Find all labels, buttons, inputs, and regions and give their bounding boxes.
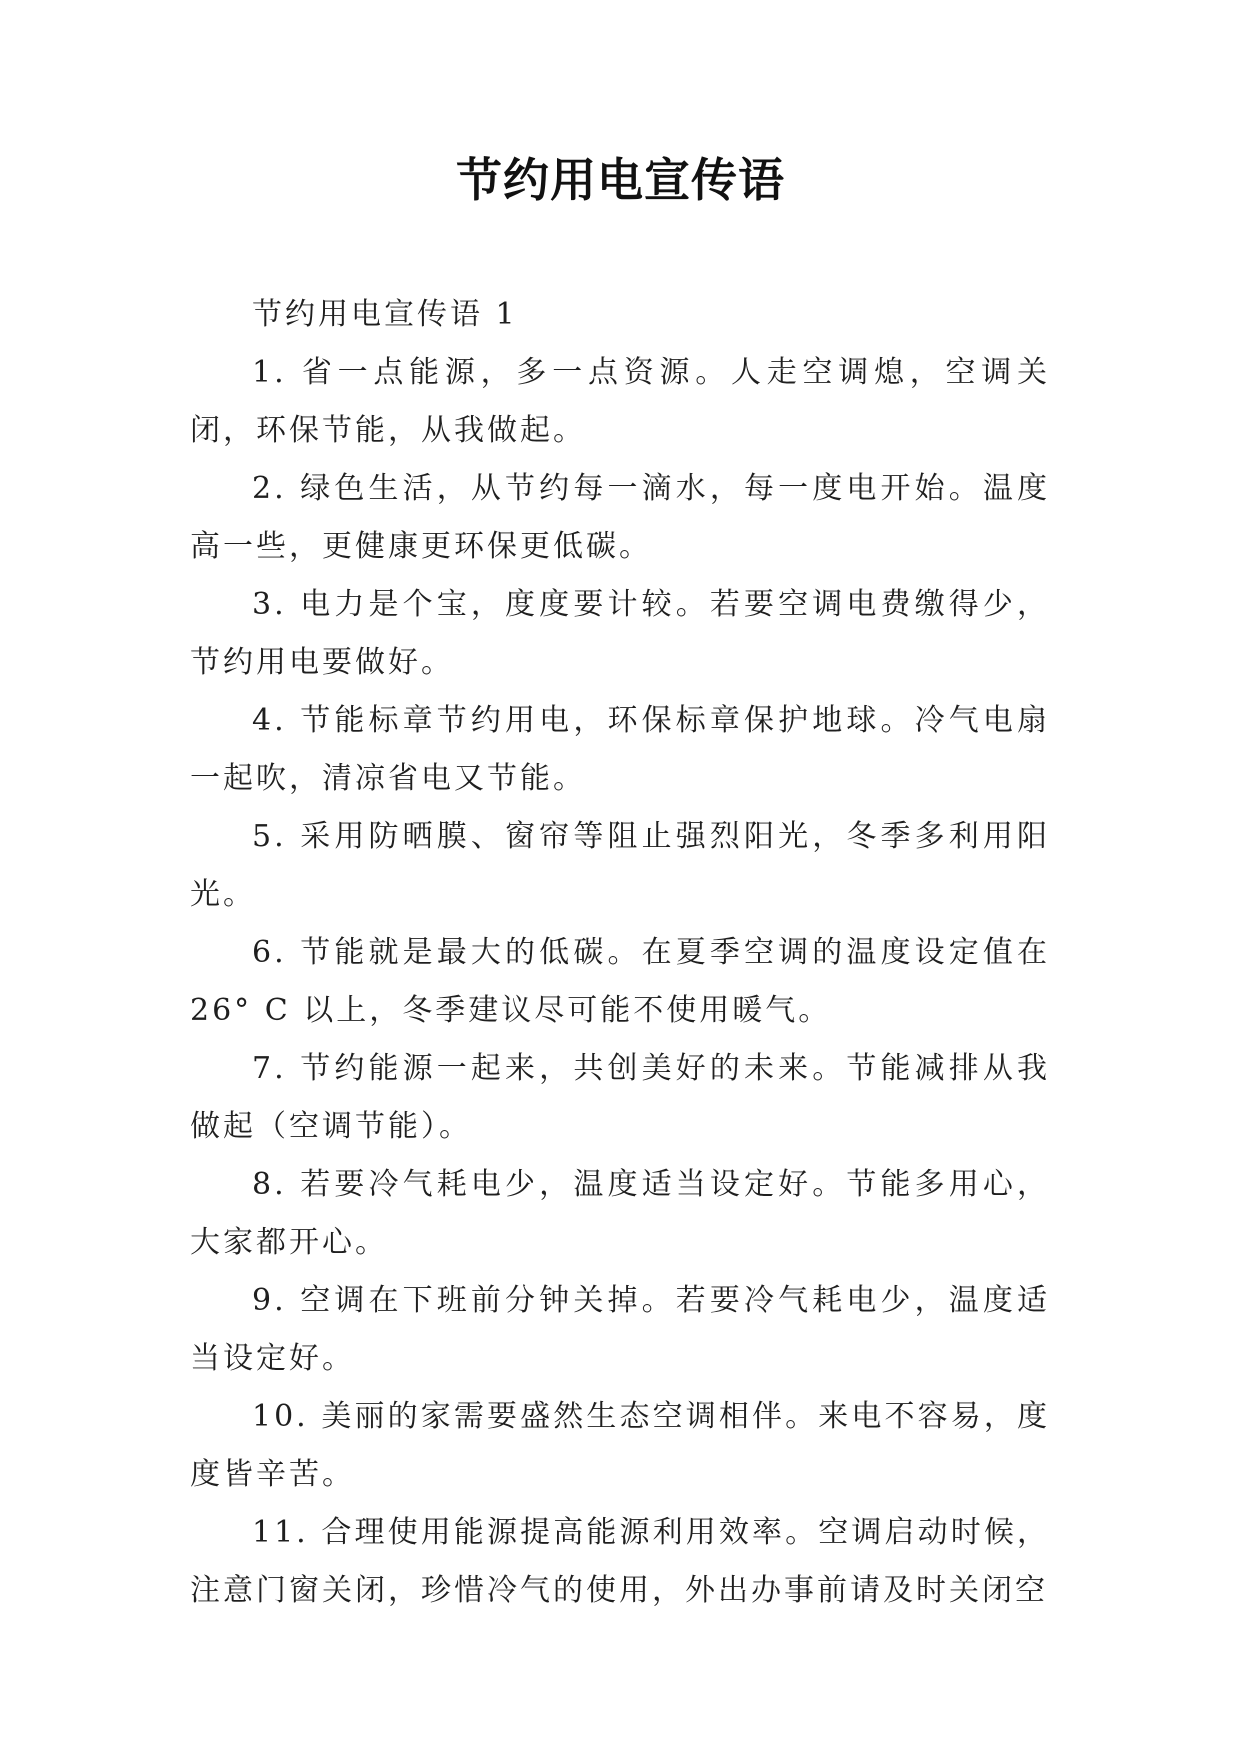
paragraph-1: 1. 省一点能源，多一点资源。人走空调熄，空调关闭，环保节能，从我做起。 — [190, 355, 1050, 448]
paragraph-9: 9. 空调在下班前分钟关掉。若要冷气耗电少，温度适当设定好。 — [190, 1283, 1050, 1376]
paragraph-5: 5. 采用防晒膜、窗帘等阻止强烈阳光，冬季多利用阳光。 — [190, 819, 1050, 912]
paragraph-3: 3. 电力是个宝，度度要计较。若要空调电费缴得少，节约用电要做好。 — [190, 587, 1050, 680]
document-body — [190, 286, 1050, 1620]
document-title: 节约用电宣传语 — [456, 153, 785, 207]
paragraph-11: 11. 合理使用能源提高能源利用效率。空调启动时候，注意门窗关闭，珍惜冷气的使用，外出办事前请及时关闭空 — [190, 1515, 1050, 1608]
paragraph-8: 8. 若要冷气耗电少，温度适当设定好。节能多用心，大家都开心。 — [190, 1167, 1050, 1260]
paragraph-6: 6. 节能就是最大的低碳。在夏季空调的温度设定值在 26° C 以上，冬季建议尽可能不使用暖气。 — [190, 935, 1050, 1028]
paragraph-4: 4. 节能标章节约用电，环保标章保护地球。冷气电扇一起吹，清凉省电又节能。 — [190, 703, 1050, 796]
paragraph-10: 10. 美丽的家需要盛然生态空调相伴。来电不容易，度度皆辛苦。 — [190, 1399, 1050, 1492]
paragraph-7: 7. 节约能源一起来，共创美好的未来。节能减排从我做起（空调节能）。 — [190, 1051, 1050, 1144]
paragraph-2: 2. 绿色生活，从节约每一滴水，每一度电开始。温度高一些，更健康更环保更低碳。 — [190, 471, 1050, 564]
section-heading: 节约用电宣传语 1 — [252, 297, 518, 332]
